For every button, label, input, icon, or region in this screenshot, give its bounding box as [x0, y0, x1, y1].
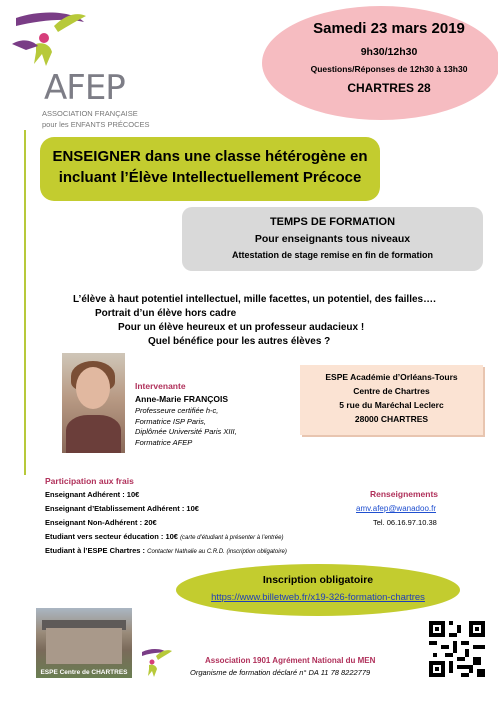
afep-wordmark: AFEP [44, 68, 125, 108]
venue-line-4: 28000 CHARTRES [354, 414, 429, 424]
afep-subtitle-2: pour les ENFANTS PRÉCOCES [42, 120, 150, 129]
intro-line: Portrait d’un élève hors cadre [95, 308, 237, 319]
event-time: 9h30/12h30 [360, 46, 418, 58]
venue-line-3: 5 rue du Maréchal Leclerc [339, 400, 444, 410]
registration-oval [176, 564, 460, 616]
training-heading: TEMPS DE FORMATION [269, 216, 396, 228]
page-title [40, 137, 380, 188]
fees-title: Participation aux frais [45, 476, 134, 486]
afep-logo-figure-icon [6, 8, 156, 70]
afep-logo [6, 8, 156, 136]
registration-title: Inscription obligatoire [262, 574, 374, 586]
contact-title: Renseignements [370, 489, 439, 499]
footer-association: Association 1901 Agrément National du MEN [205, 656, 376, 665]
fee-item: Enseignant Non-Adhérent : 20€ [45, 518, 157, 527]
title-line-2: incluant l’Élève Intellectuellement Précoce [58, 169, 362, 186]
speaker-title-line: Diplômée Université Paris XIII, [135, 427, 237, 436]
speaker-name: Anne-Marie FRANÇOIS [135, 394, 229, 404]
event-city: CHARTRES 28 [347, 81, 431, 95]
building-caption: ESPE Centre de CHARTRES [40, 669, 128, 676]
speaker-title-line: Professeure certifiée h-c, [135, 406, 219, 415]
venue-box [300, 365, 483, 435]
qr-code-icon[interactable] [429, 621, 485, 677]
afep-subtitle-1: ASSOCIATION FRANÇAISE [42, 109, 138, 118]
title-box [40, 137, 380, 201]
fee-item: Etudiant à l’ESPE Chartres : Contacter Nathalie au C.R.D. (inscription obligatoire) [45, 546, 287, 555]
training-audience: Pour enseignants tous niveaux [254, 233, 411, 245]
fee-item: Etudiant vers secteur éducation : 10€ (carte d’étudiant à présenter à l’entrée) [45, 532, 284, 541]
fee-item: Enseignant Adhérent : 10€ [45, 490, 140, 499]
training-box [182, 207, 483, 271]
intro-line: Quel bénéfice pour les autres élèves ? [148, 336, 331, 347]
venue-line-2: Centre de Chartres [353, 386, 430, 396]
fee-item: Enseignant d’Etablissement Adhérent : 10€ [45, 504, 199, 513]
speaker-role: Intervenante [135, 381, 186, 391]
intro-line: Pour un élève heureux et un professeur audacieux ! [118, 322, 365, 333]
footer-logo-icon [140, 647, 176, 679]
building-photo [36, 608, 132, 678]
footer-organism: Organisme de formation déclaré n° DA 11 78 8222779 [190, 668, 371, 677]
event-qa: Questions/Réponses de 12h30 à 13h30 [310, 64, 468, 74]
intro-line: L’élève à haut potentiel intellectuel, mille facettes, un potentiel, des failles…. [73, 294, 436, 305]
registration-link[interactable]: https://www.billetweb.fr/x19-326-formation-chartres [211, 592, 425, 603]
event-info [300, 20, 478, 95]
event-date: Samedi 23 mars 2019 [313, 20, 465, 37]
contact-phone: Tel. 06.16.97.10.38 [373, 518, 437, 527]
speaker-title-line: Formatrice ISP Paris, [135, 416, 206, 426]
venue-line-1: ESPE Académie d’Orléans-Tours [325, 372, 458, 382]
contact-email-link[interactable]: amv.afep@wanadoo.fr [356, 504, 437, 513]
training-certificate: Attestation de stage remise en fin de formation [231, 250, 434, 260]
speaker-titles [135, 406, 237, 448]
title-line-1: ENSEIGNER dans une classe hétérogène en [52, 148, 368, 165]
speaker-title-line: Formatrice AFEP [135, 437, 193, 447]
green-divider-line [24, 130, 26, 475]
speaker-photo [62, 353, 125, 453]
